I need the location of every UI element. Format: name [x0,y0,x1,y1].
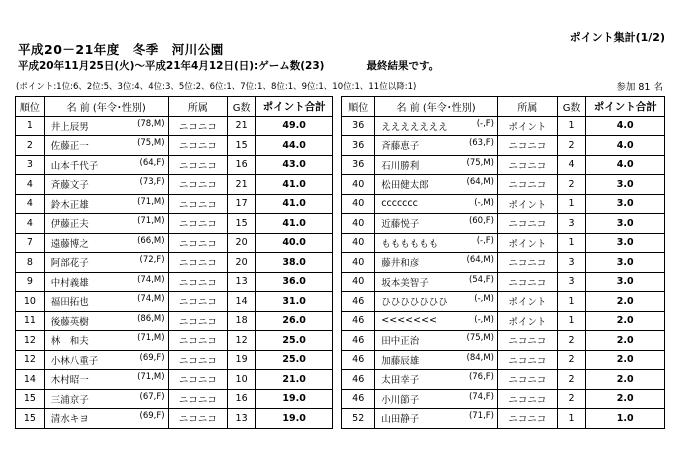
name-cell [375,331,498,351]
standings-body [16,116,665,428]
age-gender: (75,M) [137,138,165,149]
games-cell: 21 [228,175,256,195]
table-row [16,253,665,273]
table-row [16,214,665,234]
games-cell: 3 [557,253,586,273]
header-name: 名 前 (年令･性別) [375,97,498,117]
age-gender: (73,F) [139,177,165,188]
player-name: 斉藤文子 [50,180,89,192]
affiliation-cell: ニコニコ [498,370,558,390]
player-name: 遠藤博之 [50,238,89,250]
games-cell: 14 [228,292,256,312]
affiliation-cell: ニコニコ [168,292,228,312]
name-cell [44,311,168,331]
column-gap [333,389,342,409]
rank-cell: 40 [342,194,375,214]
participant-count: 参加 81 名 [616,82,663,93]
age-gender: (75,M) [466,157,494,168]
games-cell: 2 [557,331,586,351]
player-name: 木村昭一 [50,375,89,387]
points-cell: 4.0 [586,116,665,136]
points-cell: 3.0 [586,272,665,292]
table-row [16,194,665,214]
games-cell: 3 [557,214,586,234]
player-name: 清水キヨ [50,414,89,426]
rank-cell: 40 [342,253,375,273]
name-cell [375,311,498,331]
affiliation-cell: ニコニコ [498,214,558,234]
column-gap [333,155,342,175]
name-cell [375,155,498,175]
points-cell: 3.0 [586,214,665,234]
points-cell: 41.0 [255,214,332,234]
rank-cell: 40 [342,272,375,292]
points-cell: 3.0 [586,253,665,273]
rank-cell: 52 [342,409,375,429]
points-cell: 4.0 [586,136,665,156]
table-row [16,233,665,253]
header-games: G数 [557,97,586,117]
column-gap [333,194,342,214]
age-gender: (64,M) [466,255,494,266]
points-cell: 2.0 [586,311,665,331]
points-cell: 3.0 [586,194,665,214]
name-cell [375,350,498,370]
column-gap [333,370,342,390]
rank-cell: 15 [16,389,45,409]
name-cell [375,175,498,195]
name-cell [44,116,168,136]
rank-cell: 40 [342,175,375,195]
player-name: 佐藤正一 [50,141,89,153]
name-cell [44,272,168,292]
column-gap [333,175,342,195]
player-name: 小川節子 [381,394,420,406]
header-affiliation: 所属 [168,97,228,117]
games-cell: 4 [557,155,586,175]
games-cell: 1 [557,292,586,312]
table-row [16,409,665,429]
points-rule-note: (ポイント:1位:6、2位:5、3位:4、4位:3、5位:2、6位:1、7位:1、8位:1、9位:1、10位:1、11位以降:1) [16,82,417,92]
player-name: 三浦京子 [50,394,89,406]
points-cell: 41.0 [255,175,332,195]
games-cell: 20 [228,233,256,253]
age-gender: (-,F) [476,235,494,246]
player-name: 坂本美智子 [381,277,429,289]
player-name: えええええええ [381,121,448,133]
rank-cell: 12 [16,350,45,370]
name-cell [375,233,498,253]
player-name: 近藤悦子 [381,219,420,231]
name-cell [44,389,168,409]
points-cell: 36.0 [255,272,332,292]
points-cell: 25.0 [255,350,332,370]
table-row [16,272,665,292]
age-gender: (74,F) [468,391,494,402]
table-row [16,292,665,312]
name-cell [375,370,498,390]
rank-cell: 8 [16,253,45,273]
rank-cell: 46 [342,389,375,409]
player-name: 井上辰男 [50,121,89,133]
affiliation-cell: ポイント [498,233,558,253]
rank-cell: 36 [342,136,375,156]
games-cell: 3 [557,272,586,292]
rank-cell: 7 [16,233,45,253]
age-gender: (64,M) [466,177,494,188]
games-cell: 2 [557,350,586,370]
affiliation-cell: ニコニコ [168,389,228,409]
age-gender: (84,M) [466,352,494,363]
games-cell: 12 [228,331,256,351]
games-cell: 2 [557,175,586,195]
rank-cell: 3 [16,155,45,175]
header-games: G数 [228,97,256,117]
rank-cell: 46 [342,311,375,331]
games-cell: 1 [557,233,586,253]
name-cell [44,233,168,253]
table-row [16,311,665,331]
age-gender: (71,M) [137,372,165,383]
rank-cell: 14 [16,370,45,390]
name-cell [44,136,168,156]
header-name: 名 前 (年令･性別) [44,97,168,117]
affiliation-cell: ニコニコ [498,350,558,370]
standings-table [15,96,665,429]
age-gender: (78,M) [137,118,165,129]
affiliation-cell: ニコニコ [498,175,558,195]
points-cell: 2.0 [586,370,665,390]
age-gender: (71,M) [137,196,165,207]
affiliation-cell: ニコニコ [168,350,228,370]
header-rank: 順位 [16,97,45,117]
games-cell: 2 [557,370,586,390]
header-points: ポイント合計 [586,97,665,117]
rank-cell: 46 [342,370,375,390]
player-name: 林 和夫 [50,336,89,348]
age-gender: (71,M) [137,333,165,344]
rank-cell: 4 [16,194,45,214]
player-name: 阿部花子 [50,258,89,270]
games-cell: 17 [228,194,256,214]
name-cell [44,409,168,429]
affiliation-cell: ニコニコ [168,272,228,292]
points-cell: 2.0 [586,350,665,370]
column-gap [333,409,342,429]
age-gender: (64,F) [139,157,165,168]
games-cell: 13 [228,409,256,429]
column-gap [333,350,342,370]
age-gender: (66,M) [137,235,165,246]
points-cell: 43.0 [255,155,332,175]
name-cell [44,350,168,370]
name-cell [44,175,168,195]
age-gender: (-,M) [474,198,494,209]
games-cell: 2 [557,136,586,156]
table-row [16,136,665,156]
player-name: 松田健太郎 [381,180,429,192]
games-cell: 10 [228,370,256,390]
rank-cell: 4 [16,214,45,234]
age-gender: (71,F) [468,411,494,422]
affiliation-cell: ニコニコ [498,155,558,175]
affiliation-cell: ニコニコ [498,409,558,429]
age-gender: (74,M) [137,274,165,285]
rank-cell: 46 [342,350,375,370]
affiliation-cell: ニコニコ [498,389,558,409]
name-cell [375,136,498,156]
rank-cell: 10 [16,292,45,312]
rank-cell: 12 [16,331,45,351]
rank-cell: 9 [16,272,45,292]
affiliation-cell: ニコニコ [168,136,228,156]
affiliation-cell: ニコニコ [498,272,558,292]
name-cell [44,194,168,214]
age-gender: (76,F) [468,372,494,383]
column-gap [333,311,342,331]
affiliation-cell: ポイント [498,311,558,331]
affiliation-cell: ポイント [498,116,558,136]
name-cell [44,370,168,390]
column-gap [333,116,342,136]
games-cell: 16 [228,155,256,175]
games-cell: 1 [557,311,586,331]
name-cell [375,116,498,136]
points-cell: 25.0 [255,331,332,351]
games-cell: 20 [228,253,256,273]
period-text: 平成20年11月25日(火)～平成21年4月12日(日):ゲーム数(23) [18,60,325,72]
games-cell: 21 [228,116,256,136]
age-gender: (-,M) [474,294,494,305]
table-row [16,370,665,390]
player-name: 福田拓也 [50,297,89,309]
age-gender: (74,M) [137,294,165,305]
column-gap [333,97,342,117]
player-name: 太田幸子 [381,375,420,387]
table-row [16,116,665,136]
player-name: 田中正治 [381,336,420,348]
points-cell: 44.0 [255,136,332,156]
points-cell: 40.0 [255,233,332,253]
player-name: もももももも [381,238,439,250]
rank-cell: 36 [342,155,375,175]
name-cell [375,253,498,273]
affiliation-cell: ポイント [498,292,558,312]
points-cell: 2.0 [586,389,665,409]
name-cell [375,292,498,312]
age-gender: (71,M) [137,216,165,227]
affiliation-cell: ニコニコ [168,253,228,273]
column-gap [333,233,342,253]
player-name: 山田静子 [381,414,420,426]
games-cell: 18 [228,311,256,331]
affiliation-cell: ニコニコ [168,311,228,331]
name-cell [44,214,168,234]
age-gender: (75,M) [466,333,494,344]
affiliation-cell: ニコニコ [168,155,228,175]
column-gap [333,292,342,312]
table-row [16,331,665,351]
player-name: 後藤英樹 [50,316,89,328]
age-gender: (-,F) [476,118,494,129]
season-period [18,58,439,73]
affiliation-cell: ニコニコ [498,253,558,273]
name-cell [44,253,168,273]
affiliation-cell: ニコニコ [498,136,558,156]
name-cell [44,155,168,175]
age-gender: (69,F) [139,352,165,363]
games-cell: 1 [557,409,586,429]
points-cell: 31.0 [255,292,332,312]
rank-cell: 40 [342,233,375,253]
name-cell [375,214,498,234]
points-cell: 19.0 [255,389,332,409]
player-name: 加藤辰雄 [381,355,420,367]
games-cell: 16 [228,389,256,409]
age-gender: (72,F) [139,255,165,266]
points-cell: 19.0 [255,409,332,429]
header-points: ポイント合計 [255,97,332,117]
points-cell: 1.0 [586,409,665,429]
rank-cell: 46 [342,331,375,351]
games-cell: 1 [557,116,586,136]
rank-cell: 36 [342,116,375,136]
points-cell: 3.0 [586,233,665,253]
rank-cell: 46 [342,292,375,312]
points-cell: 2.0 [586,331,665,351]
player-name: 小林八重子 [50,355,99,367]
name-cell [375,409,498,429]
table-row [16,155,665,175]
affiliation-cell: ニコニコ [168,116,228,136]
table-header-row [16,97,665,117]
affiliation-cell: ニコニコ [498,331,558,351]
age-gender: (63,F) [468,138,494,149]
player-name: 中村義雄 [50,277,89,289]
affiliation-cell: ニコニコ [168,409,228,429]
rank-cell: 4 [16,175,45,195]
name-cell [375,272,498,292]
age-gender: (69,F) [139,411,165,422]
player-name: 斉藤恵子 [381,141,420,153]
page-label: ポイント集計(1/2) [569,31,665,44]
games-cell: 2 [557,389,586,409]
table-row [16,389,665,409]
column-gap [333,331,342,351]
age-gender: (67,F) [139,391,165,402]
games-cell: 15 [228,214,256,234]
games-cell: 13 [228,272,256,292]
final-results-label: 最終結果です。 [366,60,440,72]
points-cell: 21.0 [255,370,332,390]
age-gender: (-,M) [474,315,494,326]
rank-cell: 40 [342,214,375,234]
age-gender: (86,M) [137,313,165,324]
player-name: 石川勝利 [381,160,420,172]
header-affiliation: 所属 [498,97,558,117]
age-gender: (60,F) [468,216,494,227]
name-cell [375,194,498,214]
player-name: ひひひひひひひ [381,297,448,309]
player-name: 山本千代子 [50,160,99,172]
games-cell: 15 [228,136,256,156]
table-row [16,350,665,370]
points-cell: 41.0 [255,194,332,214]
games-cell: 1 [557,194,586,214]
player-name: 藤井和彦 [381,258,420,270]
affiliation-cell: ニコニコ [168,233,228,253]
player-name: 伊藤正夫 [50,219,89,231]
table-row [16,175,665,195]
player-name: <<<<<<< [381,315,438,327]
points-cell: 49.0 [255,116,332,136]
points-cell: 4.0 [586,155,665,175]
rank-cell: 1 [16,116,45,136]
rank-cell: 2 [16,136,45,156]
games-cell: 19 [228,350,256,370]
column-gap [333,214,342,234]
affiliation-cell: ニコニコ [168,331,228,351]
affiliation-cell: ニコニコ [168,370,228,390]
affiliation-cell: ニコニコ [168,214,228,234]
points-cell: 26.0 [255,311,332,331]
affiliation-cell: ポイント [498,194,558,214]
name-cell [44,292,168,312]
age-gender: (54,F) [468,274,494,285]
player-name: 鈴木正雄 [50,199,89,211]
document-title: 平成20－21年度 冬季 河川公園 [18,42,224,57]
name-cell [375,389,498,409]
column-gap [333,253,342,273]
column-gap [333,272,342,292]
rank-cell: 15 [16,409,45,429]
rank-cell: 11 [16,311,45,331]
header-rank: 順位 [342,97,375,117]
affiliation-cell: ニコニコ [168,175,228,195]
points-cell: 2.0 [586,292,665,312]
points-cell: 38.0 [255,253,332,273]
affiliation-cell: ニコニコ [168,194,228,214]
player-name: ccccccc [381,198,418,210]
column-gap [333,136,342,156]
points-cell: 3.0 [586,175,665,195]
name-cell [44,331,168,351]
